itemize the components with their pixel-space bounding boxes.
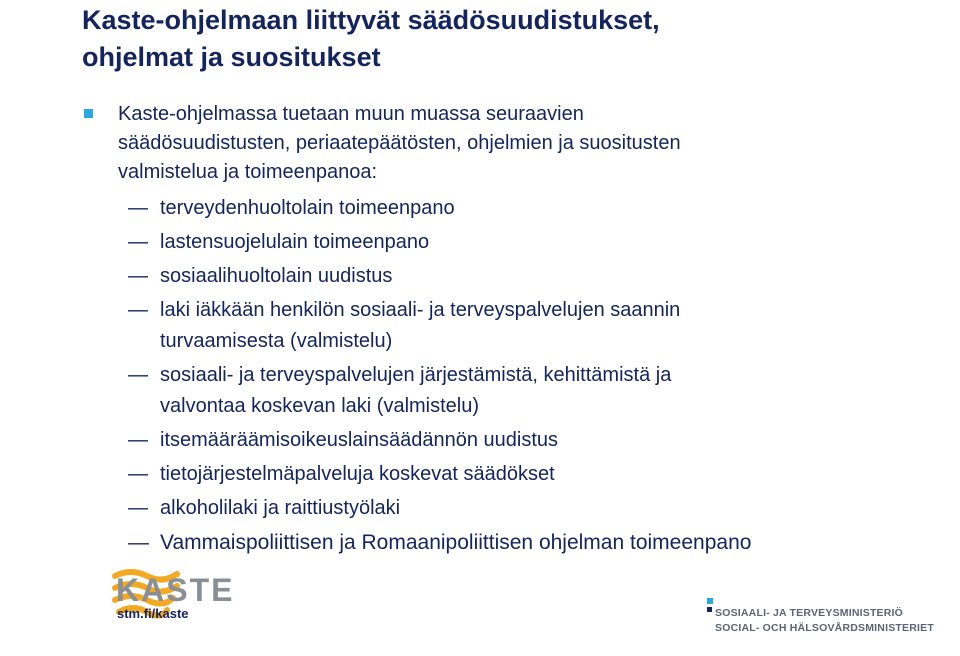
list-item: [84, 295, 944, 357]
dash-bullet-icon: —: [128, 429, 148, 451]
main-bullet-line-1: Kaste-ohjelmassa tuetaan muun muassa seuraavien: [118, 103, 584, 125]
title-line-2: ohjelmat ja suositukset: [82, 42, 381, 72]
ministry-name-fi: SOSIAALI- JA TERVEYSMINISTERIÖ: [715, 607, 904, 619]
ministry-logo-icon: [707, 607, 712, 612]
list-item-text: laki iäkkään henkilön sosiaali- ja terveyspalvelujen saannin: [160, 299, 681, 321]
list-item: [84, 360, 944, 422]
kaste-url: stm.fi/kaste: [117, 606, 189, 621]
dash-bullet-icon: —: [128, 265, 148, 287]
list-item: [84, 261, 944, 292]
dash-bullet-icon: —: [128, 197, 148, 219]
list-item: [84, 425, 944, 456]
ministry-name: [715, 606, 955, 636]
main-bullet-line-2: säädösuudistusten, periaatepäätösten, ohjelmien ja suositusten: [118, 132, 681, 154]
dash-bullet-icon: —: [128, 531, 149, 554]
ministry-logo-icon: [707, 598, 713, 604]
square-bullet-icon: [84, 109, 93, 118]
main-bullet: [84, 100, 944, 187]
dash-bullet-icon: —: [128, 231, 148, 253]
main-bullet-line-3: valmistelua ja toimeenpanoa:: [118, 161, 378, 183]
list-item: [84, 459, 944, 490]
kaste-logo-text: KASTE: [116, 572, 235, 608]
list-item-text: terveydenhuoltolain toimeenpano: [160, 197, 455, 219]
content: [84, 100, 944, 561]
list-item-text: Vammaispoliittisen ja Romaanipoliittisen ohjelman toimeenpano: [160, 531, 752, 554]
list-item-text: valvontaa koskevan laki (valmistelu): [160, 395, 480, 417]
list-item-text: alkoholilaki ja raittiustyölaki: [160, 497, 401, 519]
dash-bullet-icon: —: [128, 299, 148, 321]
list-item: [84, 527, 944, 558]
title-line-1: Kaste-ohjelmaan liittyvät säädösuudistukset,: [82, 5, 660, 35]
dash-bullet-icon: —: [128, 497, 148, 519]
list-item-text: turvaamisesta (valmistelu): [160, 330, 393, 352]
list-item: [84, 493, 944, 524]
ministry-name-sv: SOCIAL- OCH HÄLSOVÅRDSMINISTERIET: [715, 622, 934, 634]
list-item-text: itsemääräämisoikeuslainsäädännön uudistus: [160, 429, 559, 451]
list-item: [84, 227, 944, 258]
list-item-text: tietojärjestelmäpalveluja koskevat säädökset: [160, 463, 555, 485]
list-item-text: sosiaali- ja terveyspalvelujen järjestämistä, kehittämistä ja: [160, 364, 672, 386]
list-item: [84, 193, 944, 224]
slide-title: [82, 2, 942, 76]
sub-list: [84, 193, 944, 558]
dash-bullet-icon: —: [128, 463, 148, 485]
list-item-text: lastensuojelulain toimeenpano: [160, 231, 430, 253]
dash-bullet-icon: —: [128, 364, 148, 386]
list-item-text: sosiaalihuoltolain uudistus: [160, 265, 393, 287]
